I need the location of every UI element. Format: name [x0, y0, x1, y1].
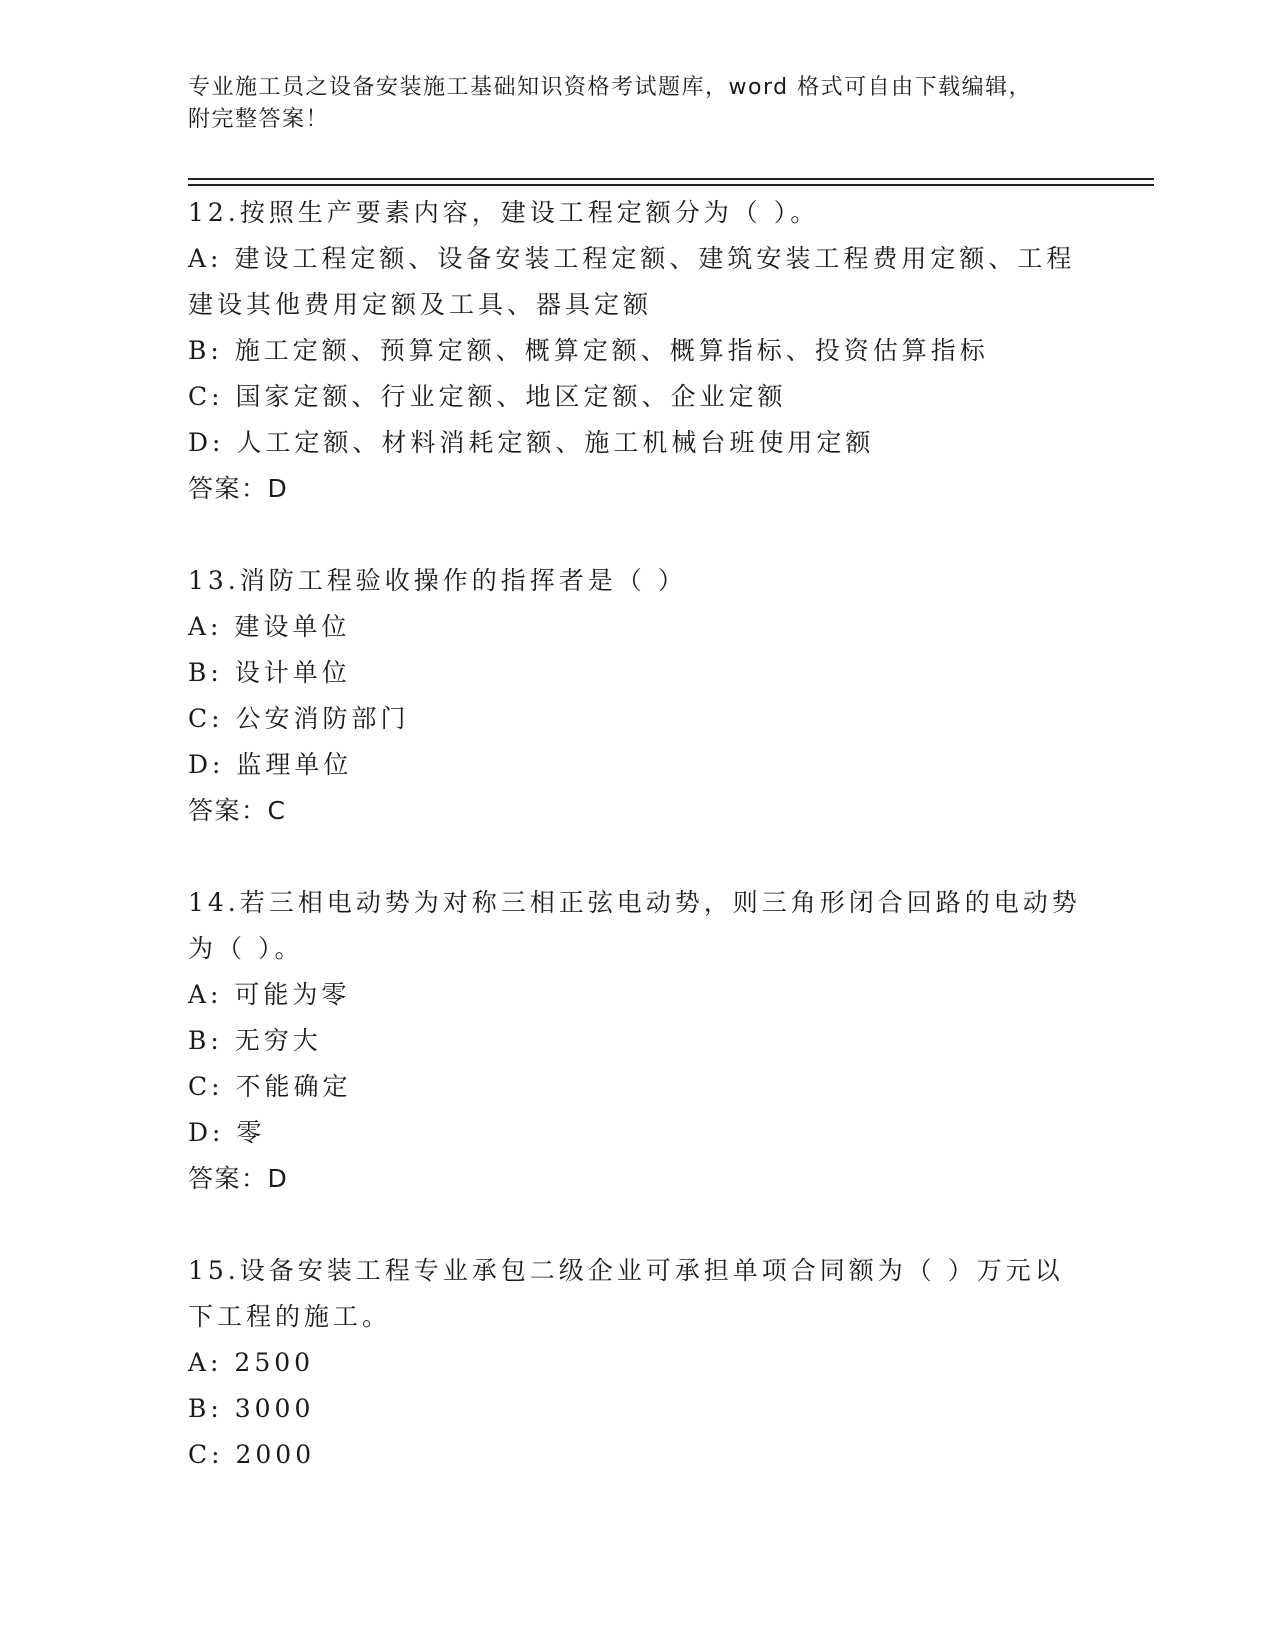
answer-option: A: 可能为零	[188, 980, 351, 1009]
answer-option: B: 施工定额、预算定额、概算定额、概算指标、投资估算指标	[188, 336, 989, 365]
answer-option: B: 3000	[188, 1394, 315, 1423]
answer-option: C: 2000	[188, 1440, 316, 1469]
document-header	[188, 72, 1068, 136]
question-spacer	[188, 1202, 1108, 1248]
answer-option: C: 公安消防部门	[188, 704, 410, 733]
header-divider-bottom	[188, 184, 1154, 186]
answer-option: D: 监理单位	[188, 750, 353, 779]
question-list	[188, 190, 1108, 1478]
header-divider-top	[188, 178, 1154, 180]
answer-option: A: 建设工程定额、设备安装工程定额、建筑安装工程费用定额、工程	[188, 244, 1076, 273]
question-block	[188, 880, 1108, 1202]
answer-option: C: 不能确定	[188, 1072, 352, 1101]
question-stem: 12.按照生产要素内容，建设工程定额分为（ ）。	[188, 198, 820, 227]
answer-option: B: 无穷大	[188, 1026, 322, 1055]
answer-key: 答案：D	[188, 474, 289, 503]
answer-option: 建设其他费用定额及工具、器具定额	[188, 290, 653, 319]
answer-option: C: 国家定额、行业定额、地区定额、企业定额	[188, 382, 787, 411]
answer-key: 答案：D	[188, 1164, 289, 1193]
question-spacer	[188, 834, 1108, 880]
answer-option: A: 建设单位	[188, 612, 351, 641]
question-stem: 为（ ）。	[188, 934, 304, 963]
header-title-line-1: 专业施工员之设备安装施工基础知识资格考试题库，word 格式可自由下载编辑，	[188, 75, 1033, 100]
answer-option: D: 人工定额、材料消耗定额、施工机械台班使用定额	[188, 428, 875, 457]
question-spacer	[188, 512, 1108, 558]
answer-key: 答案：C	[188, 796, 287, 825]
answer-option: A: 2500	[188, 1348, 315, 1377]
question-block	[188, 1248, 1108, 1478]
question-block	[188, 190, 1108, 512]
question-block	[188, 558, 1108, 834]
question-stem: 15.设备安装工程专业承包二级企业可承担单项合同额为（ ）万元以	[188, 1256, 1064, 1285]
answer-option: D: 零	[188, 1118, 266, 1147]
question-stem: 下工程的施工。	[188, 1302, 392, 1331]
header-title-line-2: 附完整答案！	[188, 107, 330, 132]
question-stem: 14.若三相电动势为对称三相正弦电动势，则三角形闭合回路的电动势	[188, 888, 1081, 917]
question-stem: 13.消防工程验收操作的指挥者是（ ）	[188, 566, 687, 595]
answer-option: B: 设计单位	[188, 658, 351, 687]
